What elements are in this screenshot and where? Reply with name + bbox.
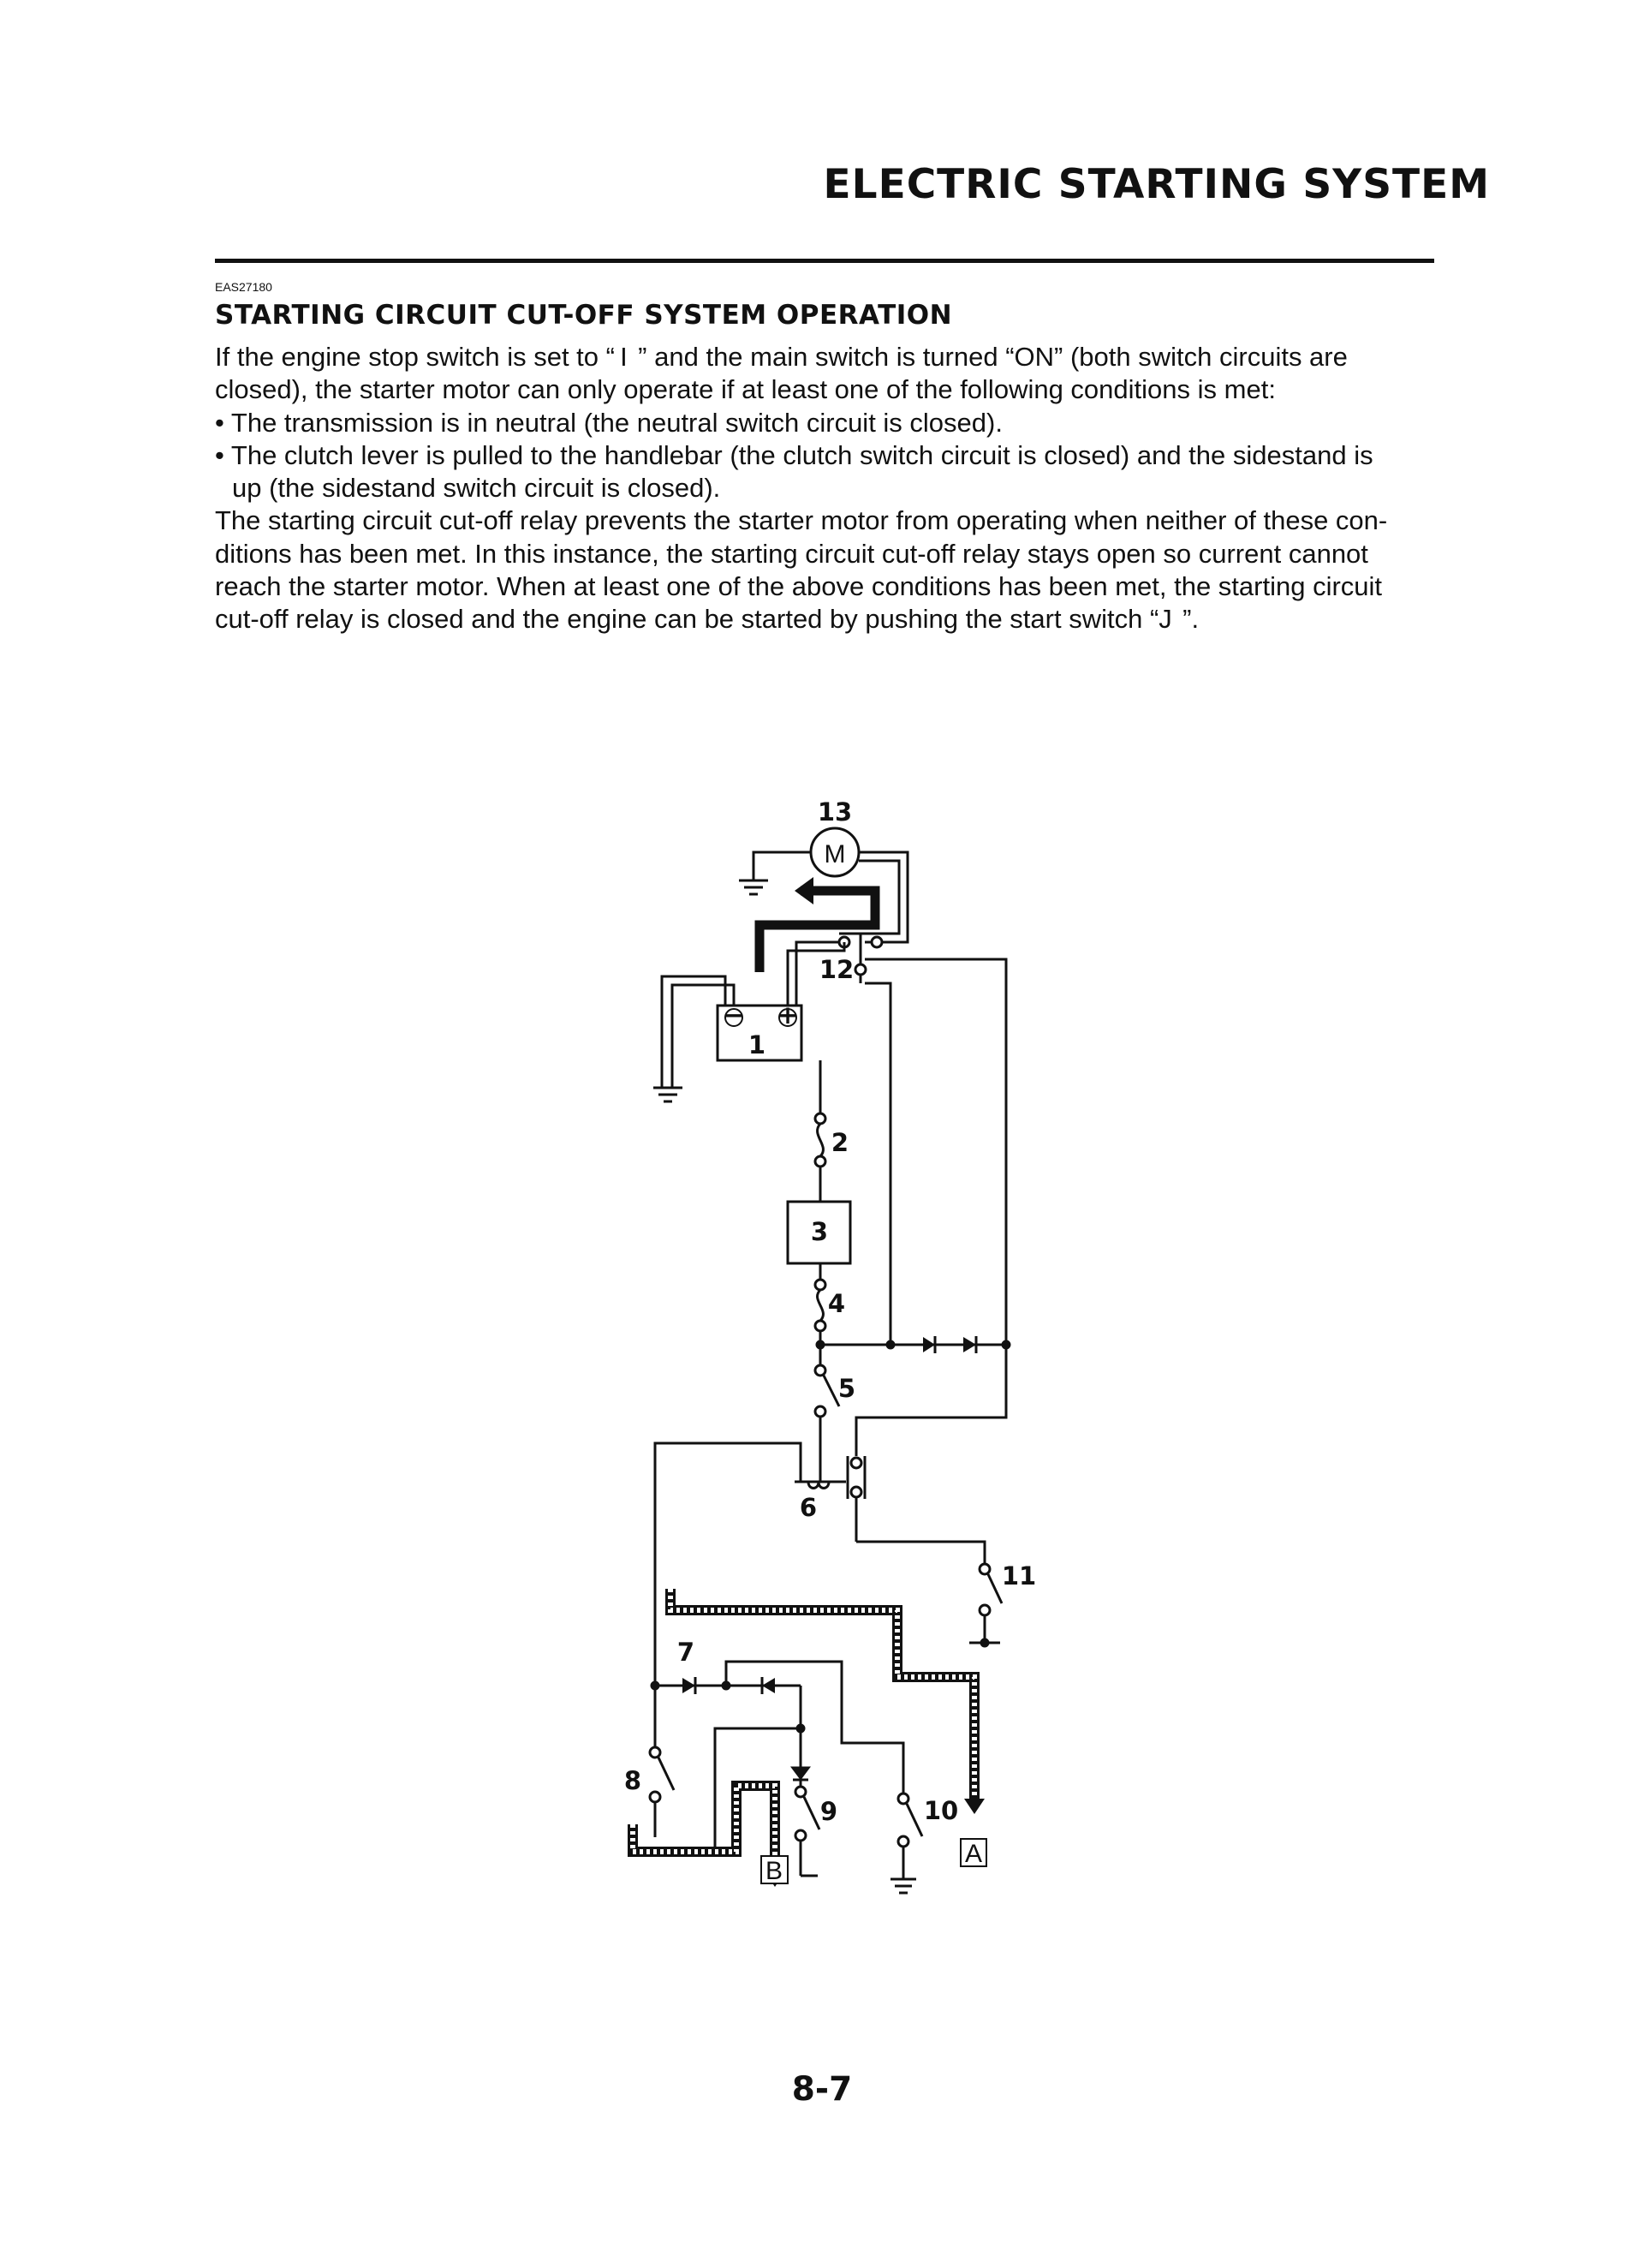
junction-bus <box>817 1341 1010 1348</box>
current-flow-arrow <box>759 891 875 972</box>
body-line: ditions has been met. In this instance, the starting circuit cut-off relay stays open so current cannot <box>215 538 1368 569</box>
label-main-fuse: 2 <box>831 1128 849 1157</box>
label-neutral-switch: 8 <box>623 1766 642 1795</box>
label-clutch-switch: 10 <box>923 1796 959 1825</box>
svg-text:A: A <box>964 1840 983 1868</box>
label-ignition-fuse: 4 <box>827 1289 846 1318</box>
bullet-item-continuation: up (the sidestand switch circuit is closed). <box>232 473 721 504</box>
diode-right <box>762 1677 775 1694</box>
sidestand-switch <box>793 1768 819 1876</box>
harness-route-a <box>670 1589 985 1814</box>
body-line: reach the starter motor. When at least one of the above conditions has been met, the starting circuit <box>215 571 1383 602</box>
bullet-item: • The transmission is in neutral (the neutral switch circuit is closed). <box>215 407 1003 438</box>
label-starter-relay: 12 <box>819 955 855 984</box>
ignition-fuse <box>815 1263 825 1345</box>
body-line: cut-off relay is closed and the engine can be started by pushing the start switch “J ”. <box>215 604 1200 635</box>
bullet-item: • The clutch lever is pulled to the handlebar (the clutch switch circuit is closed) and the sidestand is <box>215 439 1373 470</box>
body-line: closed), the starter motor can only operate if at least one of the following conditions is met: <box>215 374 1276 405</box>
starter-relay <box>839 934 1006 1345</box>
current-flow-arrowhead <box>795 877 813 904</box>
body-line: If the engine stop switch is set to “ I ” and the main switch is turned “ON” (both switch circuits are <box>215 342 1348 372</box>
label-start-switch: 11 <box>1001 1561 1037 1591</box>
motor-symbol: M <box>824 840 846 868</box>
page-number: 8-7 <box>791 2070 853 2109</box>
bus-diode-left <box>923 1336 935 1353</box>
label-main-switch: 3 <box>810 1217 829 1246</box>
battery-minus: − <box>723 1000 745 1030</box>
starter-motor <box>811 828 859 876</box>
engine-stop-switch <box>815 1345 1006 1482</box>
main-fuse <box>815 1113 825 1202</box>
label-engine-stop-switch: 5 <box>837 1374 856 1403</box>
svg-text:B: B <box>765 1857 783 1885</box>
cutoff-relay <box>655 1443 985 1747</box>
document-code: EAS27180 <box>215 280 272 294</box>
label-battery: 1 <box>748 1030 766 1059</box>
bus-diode-right <box>963 1336 976 1353</box>
body-line: The starting circuit cut-off relay prevents the starter motor from operating when neither of these con- <box>215 505 1388 536</box>
neutral-switch <box>650 1747 674 1837</box>
section-heading: STARTING CIRCUIT CUT-OFF SYSTEM OPERATION <box>215 300 953 331</box>
label-starter-motor: 13 <box>817 797 853 827</box>
label-cutoff-relay: 6 <box>799 1493 818 1522</box>
battery-plus: + <box>777 1000 799 1030</box>
page-header-title: ELECTRIC STARTING SYSTEM <box>823 161 1490 208</box>
connector-a <box>961 1839 986 1868</box>
connector-b <box>761 1856 788 1885</box>
clutch-switch <box>890 1794 922 1893</box>
label-diode: 7 <box>676 1638 695 1667</box>
label-sidestand-switch: 9 <box>819 1797 838 1826</box>
start-switch <box>969 1564 1002 1646</box>
diode-left <box>682 1677 695 1694</box>
